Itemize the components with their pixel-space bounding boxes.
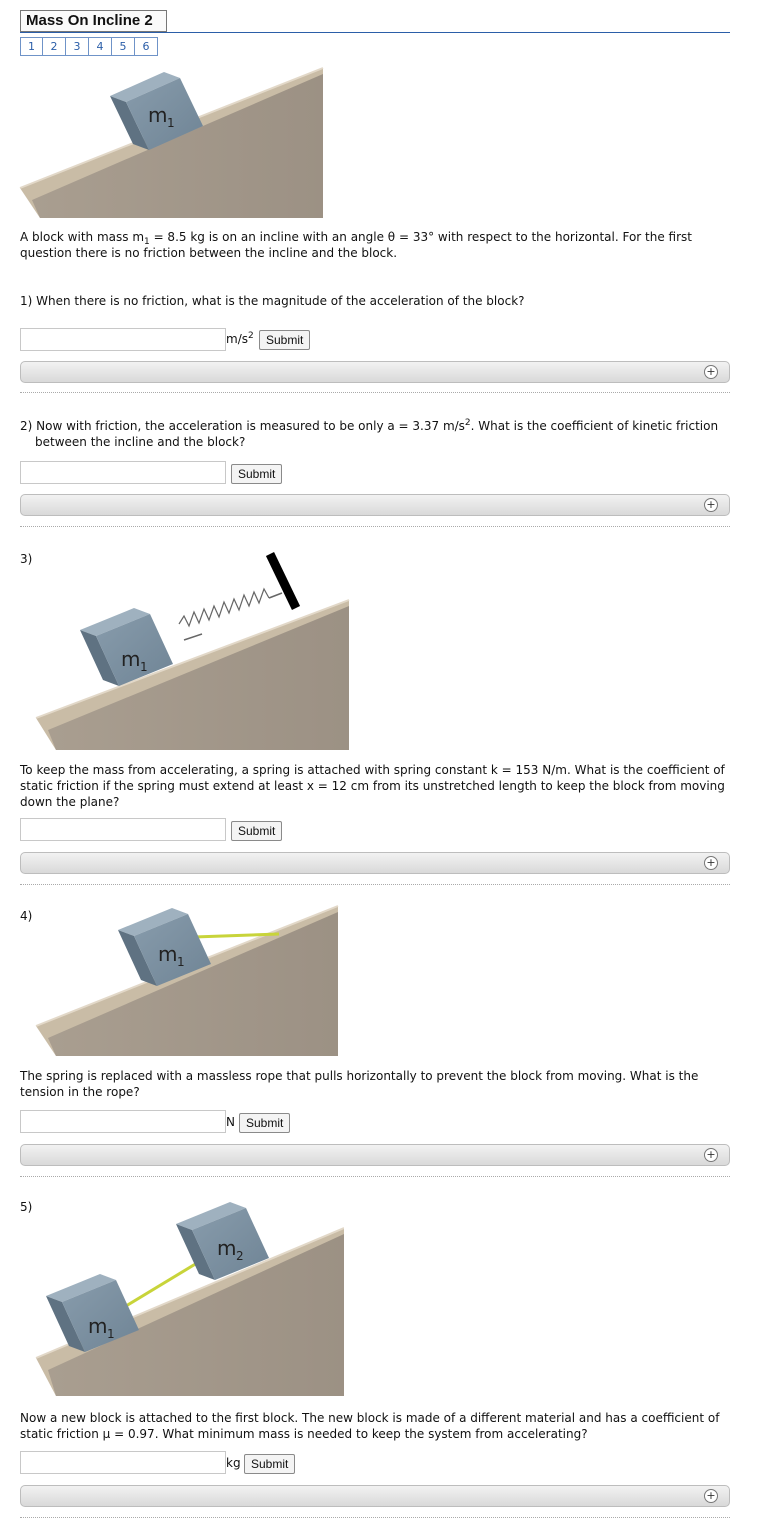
mass-m1-subscript: 1 bbox=[140, 660, 148, 674]
question-4-unit: N bbox=[226, 1115, 235, 1129]
question-2-prompt-b: . What is the coefficient of kinetic friction between the incline and the block? bbox=[35, 419, 719, 449]
question-5-unit: kg bbox=[226, 1456, 241, 1470]
incline-figure-1 bbox=[18, 60, 338, 222]
question-5-prompt: Now a new block is attached to the first block. The new block is made of a different material and has a coefficient of static friction μ = 0.97. What minimum mass is needed to keep the system from accelerating? bbox=[20, 1411, 720, 1441]
question-3-prompt: To keep the mass from accelerating, a spring is attached with spring constant k = 153 N/m. What is the coefficient of static friction if the spring must extend at least x = 12 cm from its unstretched length to keep the block from moving down the plane? bbox=[20, 763, 725, 809]
question-2-hint-bar[interactable] bbox=[20, 494, 730, 516]
question-1-prompt: When there is no friction, what is the magnitude of the acceleration of the block? bbox=[36, 294, 525, 308]
mass-m2-subscript: 2 bbox=[236, 1249, 244, 1263]
spring-coil bbox=[179, 589, 269, 626]
question-1-unit-exponent: 2 bbox=[247, 331, 254, 341]
tab-2[interactable]: 2 bbox=[43, 37, 66, 56]
question-4-submit-button[interactable]: Submit bbox=[239, 1113, 290, 1133]
two-block-incline-figure bbox=[34, 1198, 344, 1400]
question-1-unit bbox=[226, 332, 254, 346]
tab-6[interactable]: 6 bbox=[135, 37, 158, 56]
intro-part-2: = 8.5 kg is on an incline with an angle θ = 33° with respect to the horizontal. For the first question there is no friction between the incline and the block. bbox=[20, 230, 692, 260]
mass-m2-label: m bbox=[217, 1236, 237, 1260]
mass-m1-label: m bbox=[158, 942, 178, 966]
question-2-number: 2) bbox=[20, 419, 33, 433]
intro-part-1: A block with mass m bbox=[20, 230, 145, 244]
expand-plus-icon[interactable]: + bbox=[704, 498, 718, 512]
mass-m1-subscript: 1 bbox=[177, 955, 185, 969]
question-3-hint-bar[interactable] bbox=[20, 852, 730, 874]
expand-plus-icon[interactable]: + bbox=[704, 365, 718, 379]
question-1-unit-base: m/s bbox=[226, 332, 248, 346]
mass-m1-subscript: 1 bbox=[167, 116, 175, 130]
question-2-text bbox=[20, 418, 732, 450]
question-2-answer-input[interactable] bbox=[20, 461, 226, 484]
question-3-submit-button[interactable]: Submit bbox=[231, 821, 282, 841]
question-4-hint-bar[interactable] bbox=[20, 1144, 730, 1166]
expand-plus-icon[interactable]: + bbox=[704, 1489, 718, 1503]
question-1-number: 1) bbox=[20, 294, 33, 308]
question-5-hint-bar[interactable] bbox=[20, 1485, 730, 1507]
tab-3[interactable]: 3 bbox=[66, 37, 89, 56]
divider bbox=[20, 392, 730, 393]
rope-incline-figure bbox=[34, 902, 344, 1060]
question-5-submit-button[interactable]: Submit bbox=[244, 1454, 295, 1474]
question-1-answer-input[interactable] bbox=[20, 328, 226, 351]
expand-plus-icon[interactable]: + bbox=[704, 856, 718, 870]
question-1-hint-bar[interactable] bbox=[20, 361, 730, 383]
divider bbox=[20, 1517, 730, 1518]
intro-subscript: 1 bbox=[144, 237, 150, 247]
question-3-number: 3) bbox=[20, 552, 33, 566]
spring-lead bbox=[184, 634, 202, 640]
question-4-prompt: The spring is replaced with a massless rope that pulls horizontally to prevent the block from moving. What is the tension in the rope? bbox=[20, 1069, 699, 1099]
question-tabs bbox=[20, 37, 158, 56]
question-4-number: 4) bbox=[20, 909, 33, 923]
question-5-number: 5) bbox=[20, 1200, 33, 1214]
divider bbox=[20, 1176, 730, 1177]
question-2-exponent: 2 bbox=[464, 418, 471, 428]
mass-m1-label: m bbox=[88, 1314, 108, 1338]
question-2-prompt-a: Now with friction, the acceleration is measured to be only a = 3.37 m/s bbox=[36, 419, 465, 433]
question-2-submit-button[interactable]: Submit bbox=[231, 464, 282, 484]
mass-m1-subscript: 1 bbox=[107, 1327, 115, 1341]
question-1-text bbox=[20, 293, 732, 309]
question-1-submit-button[interactable]: Submit bbox=[259, 330, 310, 350]
spring-anchor-wall bbox=[270, 554, 296, 608]
question-3-answer-input[interactable] bbox=[20, 818, 226, 841]
title-rule bbox=[20, 32, 730, 33]
tab-5[interactable]: 5 bbox=[112, 37, 135, 56]
intro-text bbox=[20, 229, 732, 261]
spring-incline-figure bbox=[34, 546, 364, 756]
expand-plus-icon[interactable]: + bbox=[704, 1148, 718, 1162]
question-4-answer-input[interactable] bbox=[20, 1110, 226, 1133]
tab-1[interactable]: 1 bbox=[20, 37, 43, 56]
tab-4[interactable]: 4 bbox=[89, 37, 112, 56]
divider bbox=[20, 884, 730, 885]
divider bbox=[20, 526, 730, 527]
spring-lead bbox=[269, 593, 282, 598]
question-5-answer-input[interactable] bbox=[20, 1451, 226, 1474]
page-title: Mass On Incline 2 bbox=[20, 10, 167, 32]
mass-m1-label: m bbox=[148, 103, 168, 127]
mass-m1-label: m bbox=[121, 647, 141, 671]
